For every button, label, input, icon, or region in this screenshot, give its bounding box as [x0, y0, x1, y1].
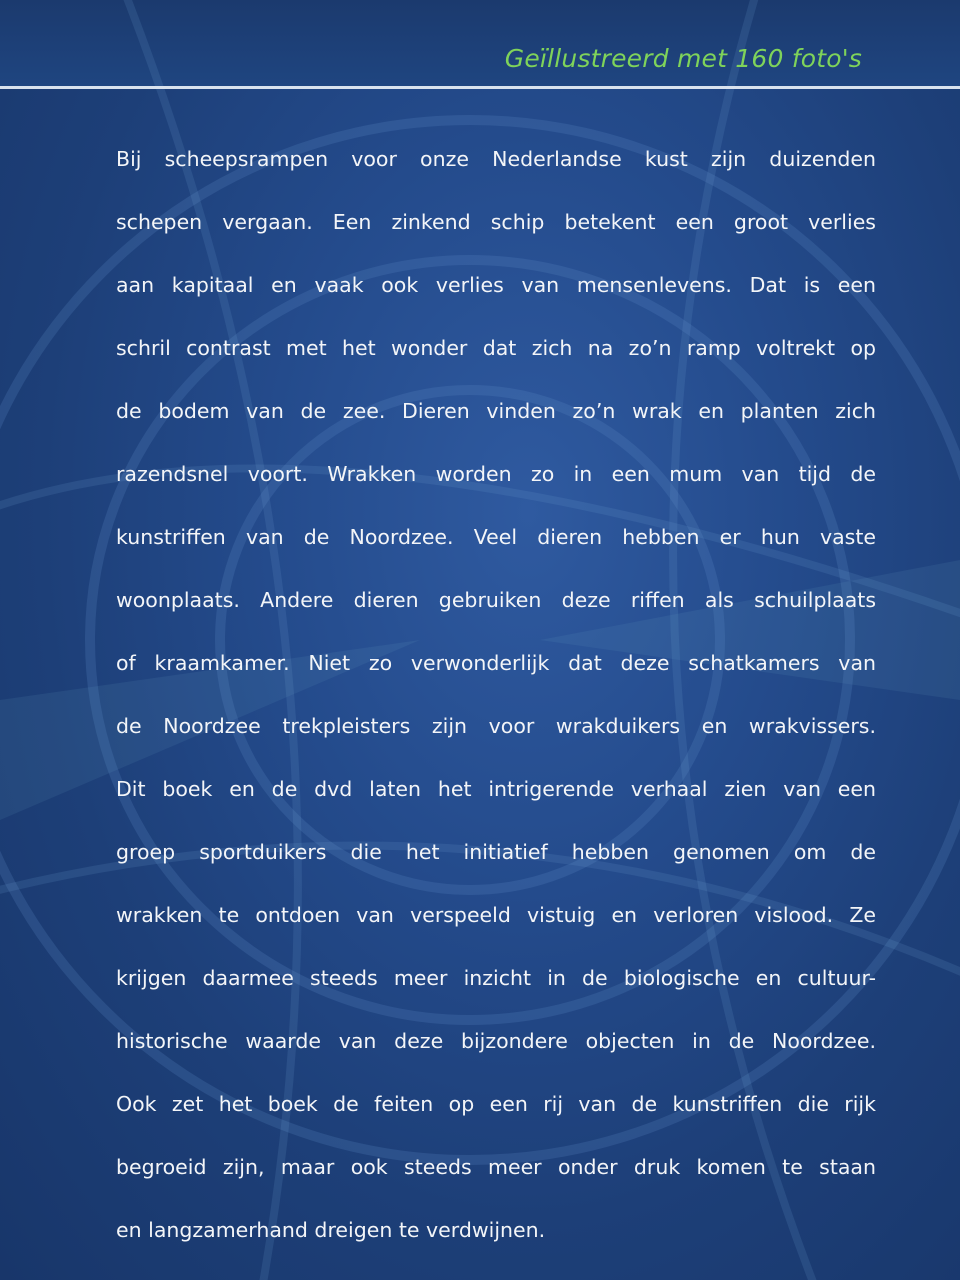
blurb-line: Bij scheepsrampen voor onze Nederlandse kust zijn duizenden — [116, 147, 876, 171]
blurb-line: Dit boek en de dvd laten het intrigerende verhaal zien van een — [116, 777, 876, 801]
blurb-line: woonplaats. Andere dieren gebruiken deze riffen als schuilplaats — [116, 588, 876, 612]
blurb-line: of kraamkamer. Niet zo verwonderlijk dat deze schatkamers van — [116, 651, 876, 675]
blurb-line: de Noordzee trekpleisters zijn voor wrakduikers en wrakvissers. — [116, 714, 876, 738]
blurb-line: historische waarde van deze bijzondere objecten in de Noordzee. — [116, 1029, 876, 1053]
blurb-line: kunstriffen van de Noordzee. Veel dieren hebben er hun vaste — [116, 525, 876, 549]
blurb-line: de bodem van de zee. Dieren vinden zo’n wrak en planten zich — [116, 399, 876, 423]
blurb-line: begroeid zijn, maar ook steeds meer onder druk komen te staan — [116, 1155, 876, 1179]
header-divider — [0, 86, 960, 89]
blurb-line: groep sportduikers die het initiatief hebben genomen om de — [116, 840, 876, 864]
blurb-line: schepen vergaan. Een zinkend schip betekent een groot verlies — [116, 210, 876, 234]
blurb-line: aan kapitaal en vaak ook verlies van mensenlevens. Dat is een — [116, 273, 876, 297]
blurb-line: Ook zet het boek de feiten op een rij van de kunstriffen die rijk — [116, 1092, 876, 1116]
blurb-line: schril contrast met het wonder dat zich na zo’n ramp voltrekt op — [116, 336, 876, 360]
blurb-line: en langzamerhand dreigen te verdwijnen. — [116, 1218, 546, 1242]
subtitle: Geïllustreerd met 160 foto's — [504, 44, 862, 73]
blurb-line: krijgen daarmee steeds meer inzicht in de biologische en cultuur- — [116, 966, 876, 990]
blurb-text — [116, 128, 876, 1262]
blurb-line: razendsnel voort. Wrakken worden zo in een mum van tijd de — [116, 462, 876, 486]
blurb-line: wrakken te ontdoen van verspeeld vistuig en verloren vislood. Ze — [116, 903, 876, 927]
